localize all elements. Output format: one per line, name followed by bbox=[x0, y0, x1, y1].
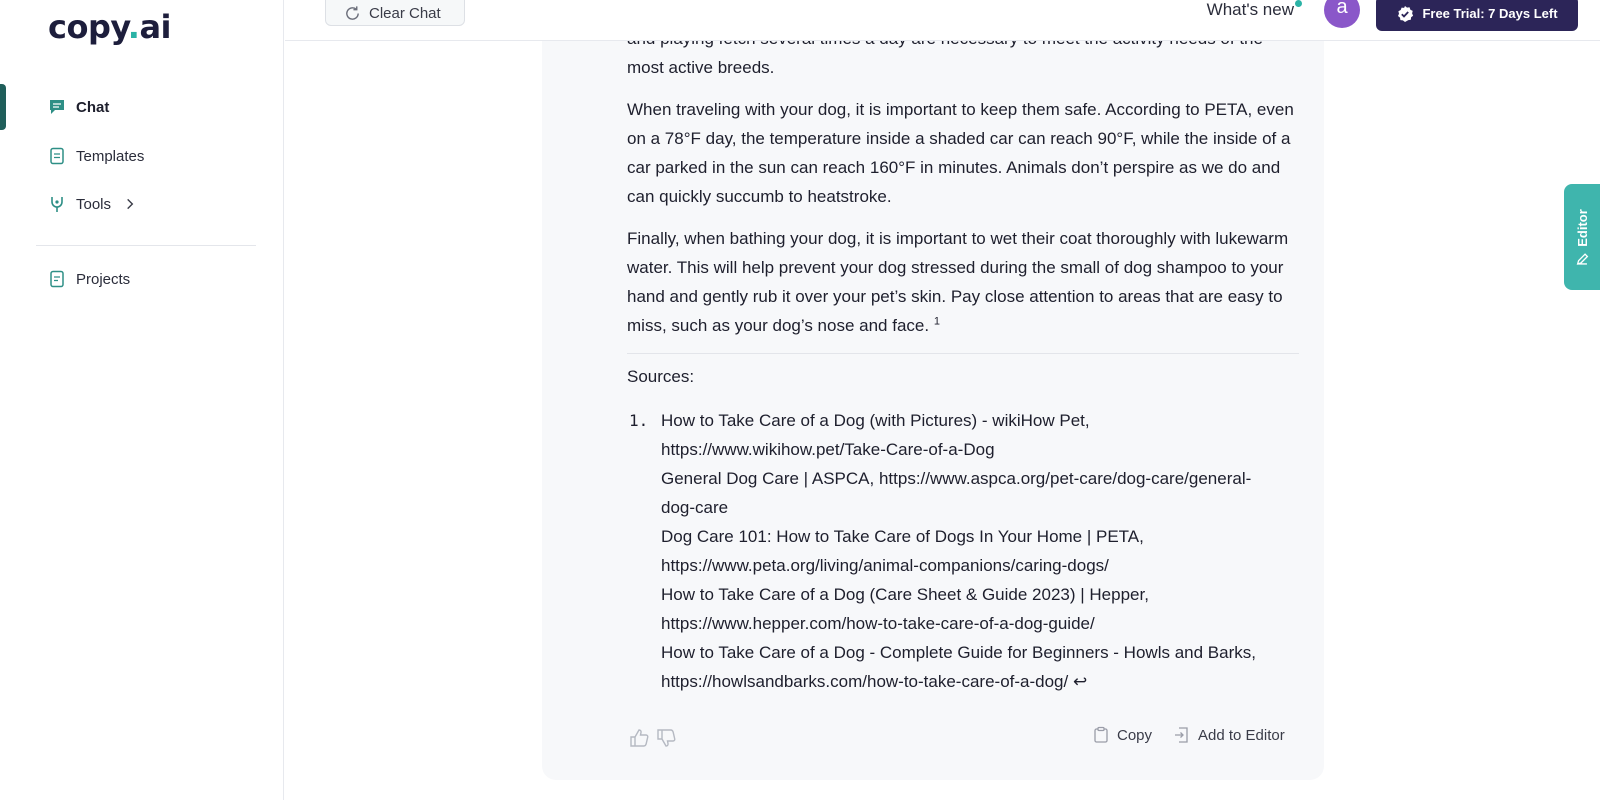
whats-new-label: What's new bbox=[1206, 0, 1294, 19]
free-trial-button[interactable] bbox=[1376, 0, 1578, 31]
source-list-number: 1. bbox=[629, 411, 649, 430]
sidebar-item-chat[interactable] bbox=[48, 98, 109, 116]
notification-dot bbox=[1295, 0, 1302, 7]
verified-badge-icon bbox=[1396, 5, 1414, 23]
sources-divider bbox=[627, 353, 1299, 354]
avatar-initial: a bbox=[1336, 0, 1348, 18]
add-to-editor-button[interactable] bbox=[1173, 726, 1285, 744]
thumbs-down-icon[interactable] bbox=[655, 727, 677, 749]
sources-heading: Sources: bbox=[627, 367, 695, 386]
message-paragraph: When traveling with your dog, it is important to keep them safe. According to PETA, even on a 78°F day, the temperature inside a shaded car can reach 90°F, while the inside of a car parked in the sun can reach 160°F in minutes. Animals don’t perspire as we do and can quickly succumb to heatstroke. bbox=[627, 100, 1294, 206]
folder-icon bbox=[48, 270, 66, 288]
whats-new-link[interactable] bbox=[1207, 0, 1294, 20]
message-paragraph: most active breeds. bbox=[627, 58, 775, 77]
active-nav-indicator bbox=[0, 84, 6, 130]
source-line: dog-care bbox=[661, 498, 729, 517]
sidebar bbox=[0, 0, 284, 800]
sidebar-item-projects[interactable] bbox=[48, 270, 130, 288]
top-bar bbox=[285, 0, 1600, 41]
source-line-last bbox=[661, 667, 1301, 696]
clear-chat-button[interactable] bbox=[325, 0, 465, 26]
source-line: General Dog Care | ASPCA, https://www.aspca.org/pet-care/dog-care/general- bbox=[661, 469, 1252, 488]
logo-text-main: copy bbox=[48, 8, 128, 46]
source-line: How to Take Care of a Dog (Care Sheet & Guide 2023) | Hepper, bbox=[661, 585, 1149, 604]
sidebar-item-label: Projects bbox=[76, 270, 131, 288]
tools-icon bbox=[48, 195, 66, 213]
sidebar-item-tools[interactable] bbox=[48, 195, 137, 213]
avatar[interactable] bbox=[1324, 0, 1360, 28]
copyai-logo[interactable] bbox=[48, 8, 171, 46]
sidebar-item-label: Chat bbox=[76, 98, 110, 116]
source-line: https://www.peta.org/living/animal-companions/caring-dogs/ bbox=[661, 556, 1109, 575]
add-to-editor-label: Add to Editor bbox=[1198, 726, 1285, 744]
sources-list bbox=[661, 406, 1301, 696]
chevron-right-icon bbox=[123, 197, 137, 211]
footnote-return-link[interactable]: ↩ bbox=[1072, 672, 1088, 691]
editor-side-tab[interactable] bbox=[1564, 184, 1600, 290]
editor-tab-label: Editor bbox=[1574, 208, 1590, 247]
source-line: https://www.wikihow.pet/Take-Care-of-a-Dog bbox=[661, 440, 995, 459]
clear-chat-label: Clear Chat bbox=[369, 4, 441, 22]
copy-button[interactable] bbox=[1092, 726, 1152, 744]
source-line: https://howlsandbarks.com/how-to-take-care-of-a-dog/ bbox=[661, 672, 1069, 691]
sidebar-item-label: Tools bbox=[76, 195, 112, 213]
thumbs-up-icon[interactable] bbox=[628, 727, 650, 749]
pencil-icon bbox=[1576, 252, 1589, 265]
source-line: How to Take Care of a Dog - Complete Guide for Beginners - Howls and Barks, bbox=[661, 643, 1256, 662]
source-line: Dog Care 101: How to Take Care of Dogs In Your Home | PETA, bbox=[661, 527, 1144, 546]
free-trial-label: Free Trial: 7 Days Left bbox=[1422, 6, 1558, 21]
sidebar-item-templates[interactable] bbox=[48, 147, 144, 165]
footnote-link[interactable]: 1 bbox=[933, 315, 940, 328]
source-line: https://www.hepper.com/how-to-take-care-of-a-dog-guide/ bbox=[661, 614, 1095, 633]
source-line: How to Take Care of a Dog (with Pictures) - wikiHow Pet, bbox=[661, 411, 1090, 430]
paragraph-text: Finally, when bathing your dog, it is important to wet their coat thoroughly with lukewarm water. This will help prevent your dog stressed during the small of dog shampoo to your hand and gently rub it over your pet’s skin. Pay close attention to areas that are easy to miss, such as your dog’s nose and face. bbox=[627, 229, 1289, 335]
sidebar-item-label: Templates bbox=[76, 147, 145, 165]
message-paragraph bbox=[627, 224, 1299, 340]
sidebar-divider bbox=[36, 245, 256, 246]
document-icon bbox=[48, 147, 66, 165]
clipboard-icon bbox=[1092, 726, 1110, 744]
logo-dot: . bbox=[127, 8, 140, 46]
copy-label: Copy bbox=[1117, 726, 1153, 744]
refresh-icon bbox=[344, 5, 361, 22]
logo-text-tail: ai bbox=[139, 8, 171, 46]
chat-icon bbox=[48, 98, 66, 116]
insert-icon bbox=[1173, 726, 1191, 744]
